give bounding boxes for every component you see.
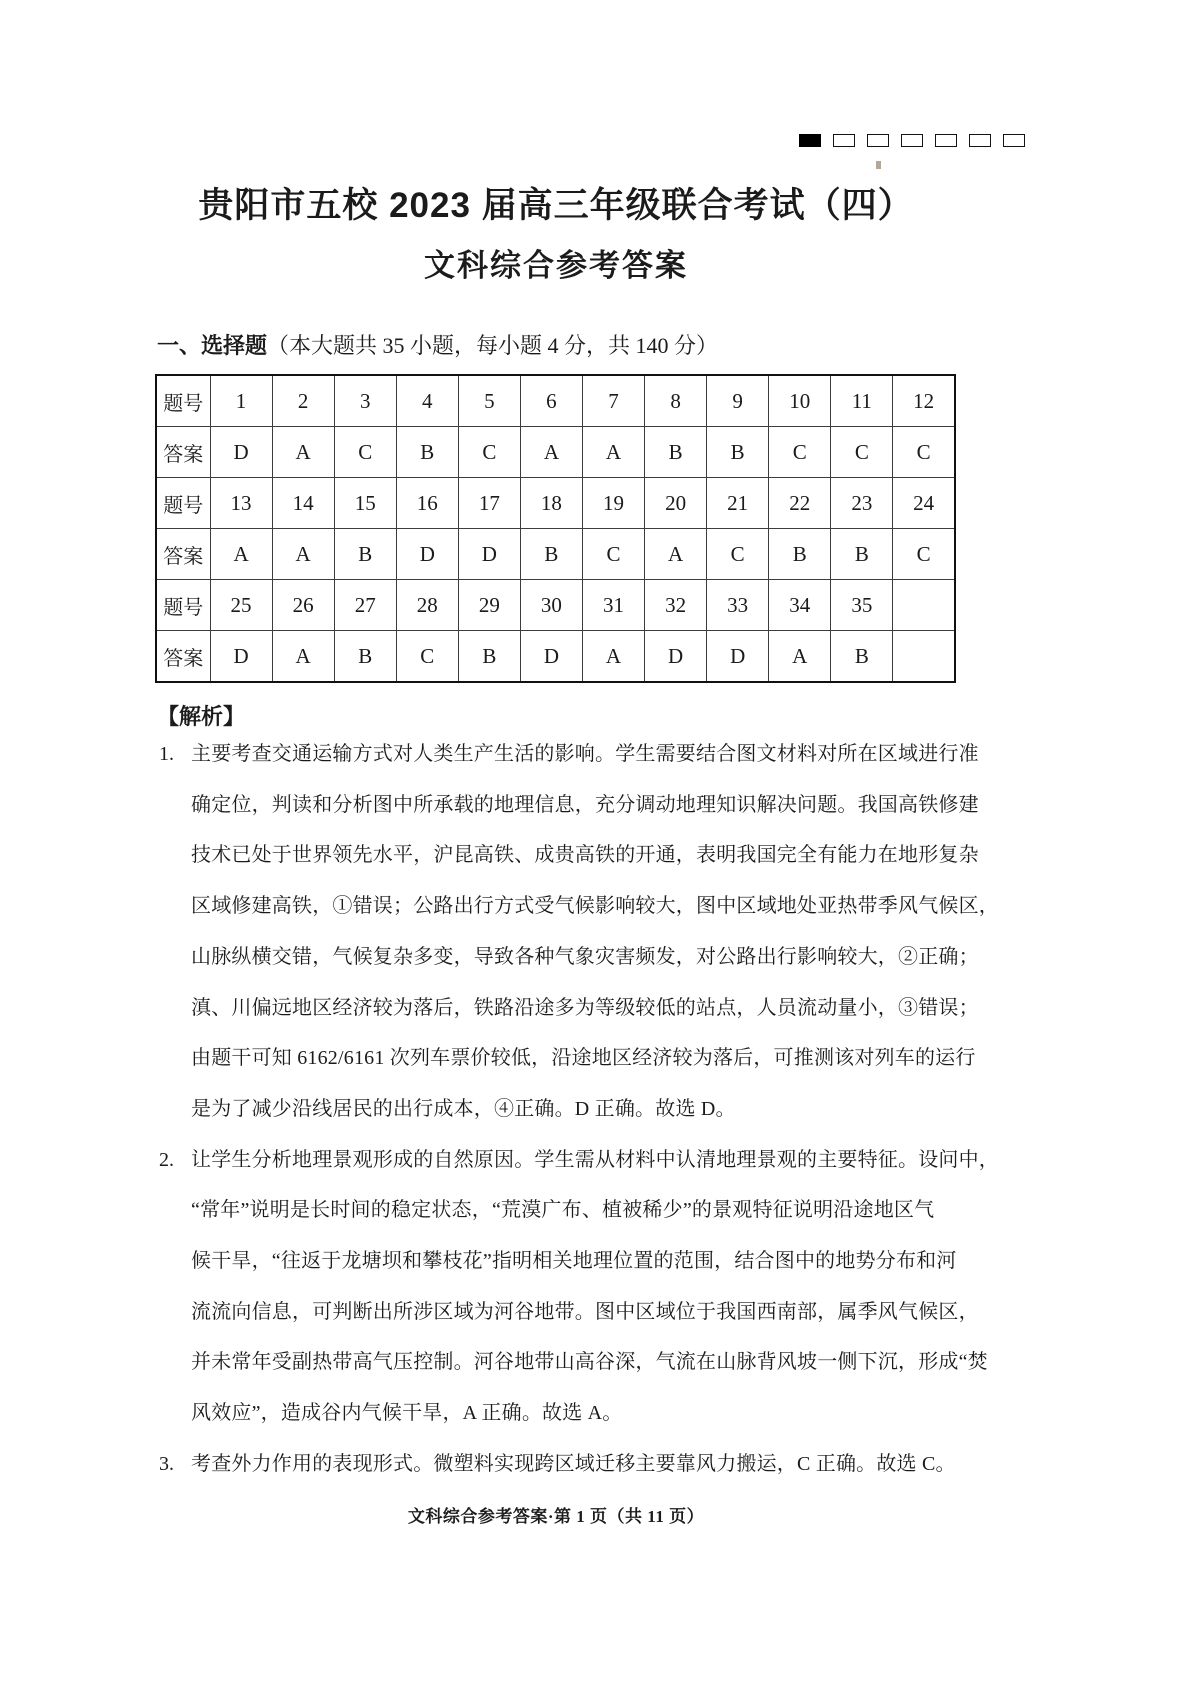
tiny-print-mark — [876, 161, 881, 169]
analysis-text-line: 技术已处于世界领先水平，沪昆高铁、成贵高铁的开通，表明我国完全有能力在地形复杂 — [191, 844, 979, 867]
analysis-item-number: 3. — [159, 1452, 174, 1475]
question-number-cell: 21 — [707, 478, 769, 529]
section-heading-bold: 一、选择题 — [157, 333, 268, 358]
question-number-cell: 3 — [334, 375, 396, 427]
analysis-text-line: 山脉纵横交错，气候复杂多变，导致各种气象灾害频发，对公路出行影响较大，②正确； — [191, 945, 979, 968]
answer-cell: B — [831, 631, 893, 683]
analysis-item — [155, 1439, 970, 1490]
registration-mark-empty — [867, 134, 889, 147]
question-number-cell: 22 — [769, 478, 831, 529]
answer-cell: D — [396, 529, 458, 580]
answer-cell: B — [707, 427, 769, 478]
answer-cell: B — [769, 529, 831, 580]
question-number-cell: 34 — [769, 580, 831, 631]
analysis-text-line: “常年”说明是长时间的稳定状态，“荒漠广布、植被稀少”的景观特征说明沿途地区气 — [191, 1199, 935, 1222]
question-number-cell: 30 — [520, 580, 582, 631]
question-number-cell: 24 — [893, 478, 955, 529]
answer-cell: C — [458, 427, 520, 478]
answer-table-row — [156, 478, 955, 529]
analysis-item — [155, 729, 999, 1135]
question-number-cell: 35 — [831, 580, 893, 631]
answer-cell: C — [893, 529, 955, 580]
answer-cell: C — [893, 427, 955, 478]
question-number-cell: 15 — [334, 478, 396, 529]
question-number-cell: 10 — [769, 375, 831, 427]
question-number-cell: 32 — [645, 580, 707, 631]
answer-cell: C — [396, 631, 458, 683]
answer-cell: B — [645, 427, 707, 478]
registration-mark-empty — [901, 134, 923, 147]
analysis-text-line: 并未常年受副热带高气压控制。河谷地带山高谷深，气流在山脉背风坡一侧下沉，形成“焚 — [191, 1351, 988, 1374]
page-footer: 文科综合参考答案·第 1 页（共 11 页） — [407, 1507, 705, 1526]
answer-table-body — [156, 375, 955, 682]
answer-cell: D — [210, 427, 272, 478]
answer-cell: A — [582, 631, 644, 683]
question-number-cell: 18 — [520, 478, 582, 529]
answer-cell: A — [520, 427, 582, 478]
answer-cell: D — [707, 631, 769, 683]
registration-mark-empty — [1003, 134, 1025, 147]
question-number-cell: 33 — [707, 580, 769, 631]
answer-cell: A — [645, 529, 707, 580]
answer-cell: B — [334, 631, 396, 683]
analysis-item-number: 2. — [159, 1148, 174, 1171]
row-label: 题号 — [156, 580, 210, 631]
question-number-cell: 1 — [210, 375, 272, 427]
registration-marks — [799, 134, 1025, 147]
answer-cell: B — [520, 529, 582, 580]
question-number-cell: 20 — [645, 478, 707, 529]
answer-cell: A — [769, 631, 831, 683]
question-number-cell: 26 — [272, 580, 334, 631]
analysis-text-line: 区域修建高铁，①错误；公路出行方式受气候影响较大，图中区域地处亚热带季风气候区， — [191, 895, 999, 918]
answer-table-row — [156, 427, 955, 478]
question-number-cell: 11 — [831, 375, 893, 427]
registration-mark-empty — [833, 134, 855, 147]
registration-mark-filled — [799, 134, 821, 147]
row-label: 题号 — [156, 478, 210, 529]
answer-cell: B — [334, 529, 396, 580]
answer-cell: D — [458, 529, 520, 580]
analysis-item-number: 1. — [159, 743, 174, 765]
analysis-text-line: 让学生分析地理景观形成的自然原因。学生需从材料中认清地理景观的主要特征。设问中， — [191, 1148, 999, 1171]
answer-cell: C — [831, 427, 893, 478]
answer-cell: A — [582, 427, 644, 478]
question-number-cell — [893, 580, 955, 631]
analysis-item — [155, 1135, 999, 1439]
answer-cell: D — [645, 631, 707, 683]
question-number-cell: 5 — [458, 375, 520, 427]
analysis-text-line: 主要考查交通运输方式对人类生产生活的影响。学生需要结合图文材料对所在区域进行准 — [191, 743, 979, 765]
answer-table — [155, 374, 956, 683]
analysis-text-line: 是为了减少沿线居民的出行成本，④正确。D 正确。故选 D。 — [191, 1097, 736, 1120]
answer-cell: B — [458, 631, 520, 683]
answer-table-row — [156, 529, 955, 580]
answer-cell: A — [272, 631, 334, 683]
analysis-text-line: 候干旱，“往返于龙塘坝和攀枝花”指明相关地理位置的范围，结合图中的地势分布和河 — [191, 1250, 957, 1273]
analysis-text-line: 滇、川偏远地区经济较为落后，铁路沿途多为等级较低的站点，人员流动量小，③错误； — [191, 996, 979, 1019]
question-number-cell: 6 — [520, 375, 582, 427]
answer-table-row — [156, 375, 955, 427]
answer-cell: A — [272, 529, 334, 580]
row-label: 答案 — [156, 427, 210, 478]
question-number-cell: 29 — [458, 580, 520, 631]
answer-table-row — [156, 580, 955, 631]
answer-cell: C — [334, 427, 396, 478]
question-number-cell: 28 — [396, 580, 458, 631]
answer-cell: B — [396, 427, 458, 478]
answer-cell — [893, 631, 955, 683]
question-number-cell: 19 — [582, 478, 644, 529]
registration-mark-empty — [969, 134, 991, 147]
analysis-text-line: 流流向信息，可判断出所涉区域为河谷地带。图中区域位于我国西南部，属季风气候区， — [191, 1300, 979, 1323]
question-number-cell: 31 — [582, 580, 644, 631]
registration-mark-empty — [935, 134, 957, 147]
question-number-cell: 9 — [707, 375, 769, 427]
analysis-text-line: 由题干可知 6162/6161 次列车票价较低，沿途地区经济较为落后，可推测该对列车的运行 — [191, 1047, 976, 1070]
question-number-cell: 27 — [334, 580, 396, 631]
row-label: 答案 — [156, 529, 210, 580]
question-number-cell: 7 — [582, 375, 644, 427]
row-label: 答案 — [156, 631, 210, 683]
question-number-cell: 16 — [396, 478, 458, 529]
section-heading — [157, 329, 718, 360]
page-subtitle: 文科综合参考答案 — [424, 248, 688, 283]
analysis-text-line: 风效应”，造成谷内气候干旱，A 正确。故选 A。 — [191, 1402, 623, 1425]
question-number-cell: 2 — [272, 375, 334, 427]
analysis-heading: 【解析】 — [157, 704, 246, 729]
question-number-cell: 13 — [210, 478, 272, 529]
answer-cell: C — [707, 529, 769, 580]
question-number-cell: 23 — [831, 478, 893, 529]
section-heading-detail: （本大题共 35 小题，每小题 4 分，共 140 分） — [267, 333, 719, 358]
question-number-cell: 8 — [645, 375, 707, 427]
question-number-cell: 12 — [893, 375, 955, 427]
answer-cell: B — [831, 529, 893, 580]
answer-cell: A — [272, 427, 334, 478]
analysis-text-line: 确定位，判读和分析图中所承载的地理信息，充分调动地理知识解决问题。我国高铁修建 — [191, 793, 979, 816]
question-number-cell: 14 — [272, 478, 334, 529]
page-title: 贵阳市五校 2023 届高三年级联合考试（四） — [198, 186, 914, 225]
row-label: 题号 — [156, 375, 210, 427]
answer-table-row — [156, 631, 955, 683]
answer-cell: D — [210, 631, 272, 683]
answer-cell: C — [582, 529, 644, 580]
question-number-cell: 25 — [210, 580, 272, 631]
answer-cell: D — [520, 631, 582, 683]
answer-cell: A — [210, 529, 272, 580]
answer-cell: C — [769, 427, 831, 478]
analysis-list — [155, 729, 999, 1490]
question-number-cell: 17 — [458, 478, 520, 529]
analysis-text-line: 考查外力作用的表现形式。微塑料实现跨区域迁移主要靠风力搬运，C 正确。故选 C。 — [191, 1452, 956, 1475]
question-number-cell: 4 — [396, 375, 458, 427]
